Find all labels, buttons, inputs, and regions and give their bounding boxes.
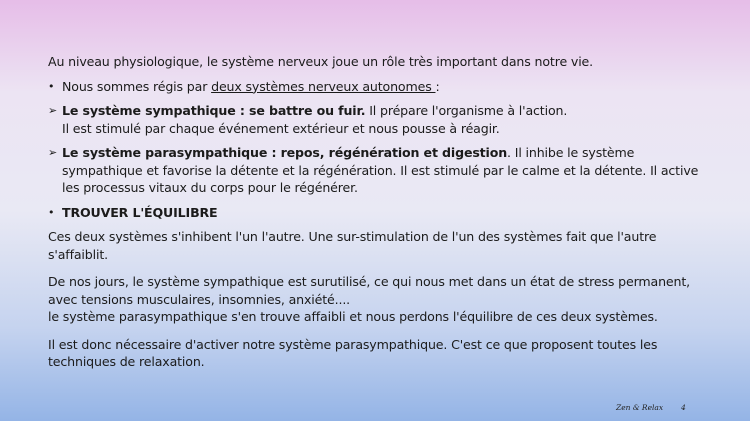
paragraph-modern-stress: [48, 273, 716, 326]
paragraph-line: le système parasympathique s'en trouve affaibli et nous perdons l'équilibre de ces deux systèmes.: [48, 309, 658, 324]
page-number: 4: [681, 403, 686, 412]
footer-brand: Zen & Relax: [616, 403, 664, 412]
bullet-dot-icon: •: [48, 205, 55, 219]
balance-heading: TROUVER L'ÉQUILIBRE: [62, 204, 218, 220]
arrow-item-text: [62, 144, 716, 197]
bullet-underlined: deux systèmes nerveux autonomes: [211, 78, 436, 94]
arrow-right-icon: ➢: [48, 146, 58, 159]
paragraph-inhibition: Ces deux systèmes s'inhibent l'un l'autre. Une sur-stimulation de l'un des systèmes fait que l'autre s'affaiblit.: [48, 229, 657, 262]
slide-content: [48, 53, 716, 381]
bullet-text: [62, 204, 716, 222]
bullet-dot-icon: •: [48, 79, 55, 93]
arrow-item-text: [62, 102, 716, 137]
arrow-item-desc: Il prépare l'organisme à l'action.: [365, 103, 568, 118]
arrow-item-heading: Le système parasympathique : repos, régénération et digestion: [62, 145, 508, 160]
arrow-right-icon: ➢: [48, 104, 58, 117]
bullet-suffix: :: [435, 78, 440, 94]
intro-text: Au niveau physiologique, le système nerveux joue un rôle très important dans notre vie.: [48, 54, 594, 69]
bullet-prefix: Nous sommes régis par: [62, 78, 212, 94]
arrow-item-heading: Le système sympathique : se battre ou fuir.: [62, 103, 366, 118]
arrow-item-parasympathetic: [48, 144, 716, 197]
bullet-text: [62, 78, 716, 96]
arrow-item-desc: . Il inhibe le système sympathique et favorise la détente et la régénération. Il est stimulé par le calme et la détente. Il active les processus vitaux du corps pour le régénérer.: [62, 145, 699, 195]
bullet-autonomous-systems: [48, 78, 716, 96]
paragraph-conclusion: Il est donc nécessaire d'activer notre système parasympathique. C'est ce que proposent toutes les techniques de relaxation.: [48, 336, 658, 369]
bullet-balance: [48, 204, 716, 222]
paragraph-line: De nos jours, le système sympathique est surutilisé, ce qui nous met dans un état de stress permanent, avec tensions musculaires, insomnies, anxiété....: [48, 274, 690, 307]
arrow-item-sympathetic: [48, 102, 716, 137]
arrow-item-line2: Il est stimulé par chaque événement extérieur et nous pousse à réagir.: [62, 120, 500, 136]
